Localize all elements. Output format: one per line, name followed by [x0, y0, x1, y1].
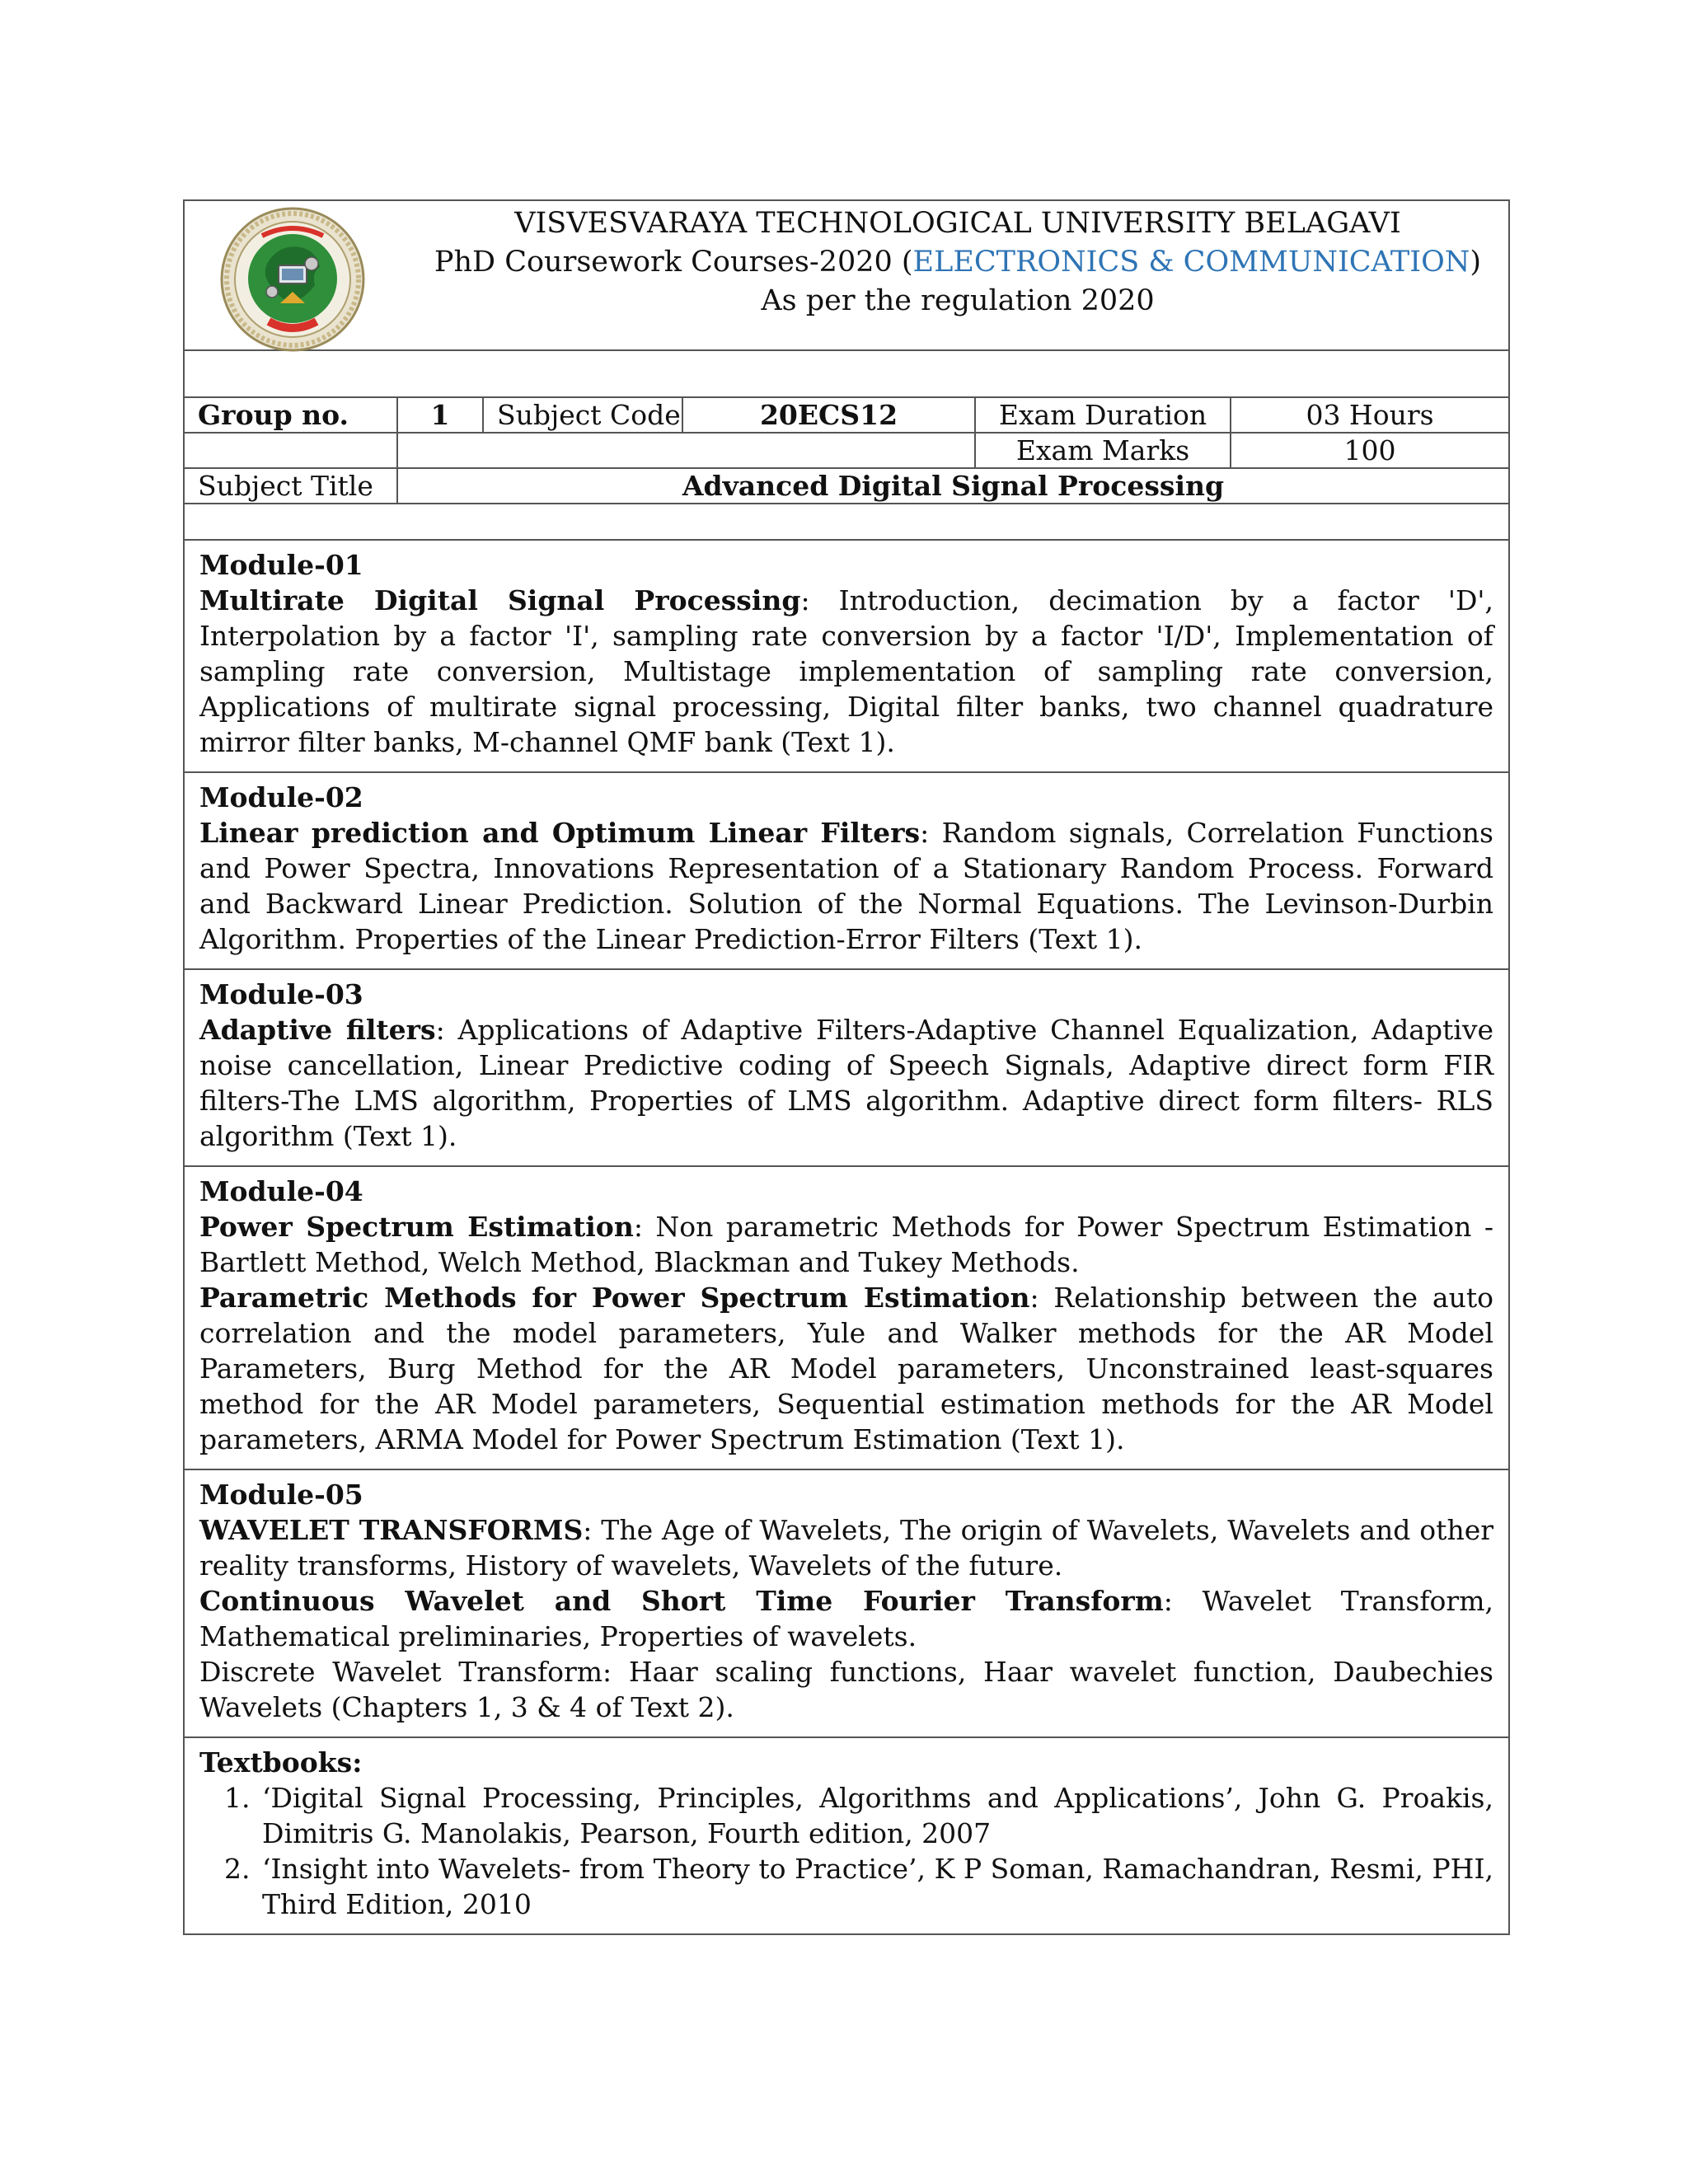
topic-heading: Continuous Wavelet and Short Time Fourier Transform: [199, 1585, 1164, 1617]
module-paragraph: [199, 1512, 1493, 1583]
module-05: [185, 1469, 1508, 1736]
module-paragraph: [199, 1012, 1493, 1154]
topic-text: : Relationship between the auto correlation and the model parameters, Yule and Walker methods for the AR Model Parameters, Burg Method for the AR Model parameters, Unconstrained least-squares method for the AR Model parameters, Sequential estimation methods for the AR Model parameters, ARMA Model for Power Spectrum Estimation (Text 1).: [199, 1282, 1493, 1455]
course-prefix: PhD Coursework Courses-2020 (: [434, 246, 913, 279]
info-row-2: [185, 433, 1508, 468]
info-row-3: [185, 468, 1508, 504]
topic-heading: Linear prediction and Optimum Linear Filters: [199, 817, 921, 849]
group-value: 1: [397, 398, 483, 433]
blank-row: [185, 351, 1508, 398]
topic-text: : Introduction, decimation by a factor 'D', Interpolation by a factor 'I', sampling rate conversion by a factor 'I/D', Implementation of sampling rate conversion, Multistage implementation of sampling rate conversion, Applications of multirate signal processing, Digital filter banks, two channel quadrature mirror filter banks, M-channel QMF bank (Text 1).: [199, 584, 1493, 758]
module-title: Module-05: [199, 1479, 363, 1511]
topic-text: : Wavelet Transform, Mathematical preliminaries, Properties of wavelets.: [199, 1585, 1493, 1652]
module-paragraph: Discrete Wavelet Transform: Haar scaling functions, Haar wavelet function, Daubechies Wavelets (Chapters 1, 3 & 4 of Text 2).: [199, 1656, 1493, 1723]
topic-heading: WAVELET TRANSFORMS: [199, 1514, 584, 1546]
exam-duration-value: 03 Hours: [1231, 398, 1508, 433]
course-info-table: [185, 398, 1508, 504]
exam-marks-value: 100: [1231, 433, 1508, 468]
module-paragraph: [199, 1583, 1493, 1654]
course-line: [424, 243, 1492, 282]
topic-heading: Adaptive filters: [199, 1014, 436, 1046]
textbook-list: [199, 1780, 1493, 1922]
topic-text: : Random signals, Correlation Functions and Power Spectra, Innovations Representation of a Stationary Random Process. Forward and Backward Linear Prediction. Solution of the Normal Equations. The Levinson-Durbin Algorithm. Properties of the Linear Prediction-Error Filters (Text 1).: [199, 817, 1493, 955]
topic-heading: Parametric Methods for Power Spectrum Estimation: [199, 1282, 1030, 1314]
module-03: [185, 968, 1508, 1165]
topic-heading: Multirate Digital Signal Processing: [199, 584, 801, 616]
course-suffix: ): [1470, 246, 1482, 279]
textbook-item: 2. ‘Insight into Wavelets- from Theory to Practice’, K P Soman, Ramachandran, Resmi, PHI, Third Edition, 2010: [259, 1851, 1493, 1922]
module-title: Module-01: [199, 549, 363, 581]
topic-heading: Power Spectrum Estimation: [199, 1211, 634, 1243]
module-01: [185, 541, 1508, 771]
group-label: Group no.: [185, 398, 397, 433]
textbooks-section: [185, 1736, 1508, 1933]
module-paragraph: [199, 1280, 1493, 1457]
university-seal-icon: [219, 206, 366, 353]
exam-marks-label: Exam Marks: [975, 433, 1231, 468]
subject-code-value: 20ECS12: [682, 398, 975, 433]
university-name: VISVESVARAYA TECHNOLOGICAL UNIVERSITY BELAGAVI: [514, 207, 1401, 240]
module-02: [185, 771, 1508, 968]
header-text: [424, 204, 1492, 321]
info-row-1: [185, 398, 1508, 433]
blank-row: [185, 504, 1508, 541]
module-paragraph: [199, 815, 1493, 957]
textbook-item: 1. ‘Digital Signal Processing, Principles, Algorithms and Applications’, John G. Proakis, Dimitris G. Manolakis, Pearson, Fourth edition, 2007: [259, 1780, 1493, 1851]
module-paragraph: [199, 583, 1493, 760]
textbooks-title: Textbooks:: [199, 1746, 363, 1779]
subject-title-value: Advanced Digital Signal Processing: [397, 468, 1508, 504]
subject-title-label: Subject Title: [185, 468, 397, 504]
module-title: Module-02: [199, 781, 363, 813]
subject-code-label: Subject Code: [483, 398, 682, 433]
module-title: Module-04: [199, 1175, 363, 1207]
empty-cell: [397, 433, 975, 468]
module-04: [185, 1165, 1508, 1469]
syllabus-frame: [183, 199, 1510, 1935]
document-header: [185, 201, 1508, 351]
module-title: Module-03: [199, 978, 363, 1010]
topic-text: : The Age of Wavelets, The origin of Wavelets, Wavelets and other reality transforms, History of wavelets, Wavelets of the future.: [199, 1514, 1493, 1582]
topic-text: : Non parametric Methods for Power Spectrum Estimation - Bartlett Method, Welch Method, Blackman and Tukey Methods.: [199, 1211, 1493, 1278]
empty-cell: [185, 433, 397, 468]
department-name: ELECTRONICS & COMMUNICATION: [912, 246, 1470, 279]
regulation-line: As per the regulation 2020: [761, 284, 1155, 317]
module-paragraph: [199, 1209, 1493, 1280]
topic-text: : Applications of Adaptive Filters-Adaptive Channel Equalization, Adaptive noise cancellation, Linear Predictive coding of Speech Signals, Adaptive direct form FIR filters-The LMS algorithm, Properties of LMS algorithm. Adaptive direct form filters- RLS algorithm (Text 1).: [199, 1014, 1494, 1152]
exam-duration-label: Exam Duration: [975, 398, 1231, 433]
